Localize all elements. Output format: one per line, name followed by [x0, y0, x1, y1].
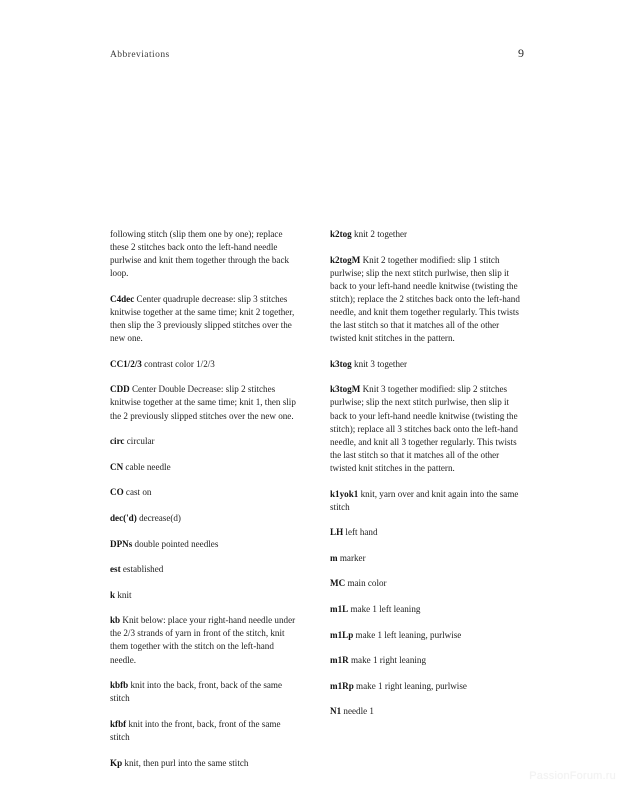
abbreviation-definition: Knit 3 together modified: slip 2 stitches purlwise; slip the next stitch purlwise, then slip it back to your left-hand needle knitwise (twisting the stitch); replace all 3 stitches back onto the left-hand needle, and knit all 3 together regularly. This twists the last stitch so that it matches all of the other twisted knit stitches in the pattern.	[330, 384, 518, 473]
abbreviation-definition: contrast color 1/2/3	[144, 358, 215, 369]
abbreviation-entry	[330, 552, 522, 565]
abbreviation-entry	[330, 629, 522, 642]
abbreviation-term: DPNs	[110, 538, 133, 549]
abbreviation-entry	[110, 538, 302, 551]
abbreviation-definition: make 1 right leaning	[350, 655, 426, 666]
abbreviation-definition: needle 1	[343, 706, 374, 717]
abbreviation-term: k3togM	[330, 384, 361, 395]
abbreviation-term: CO	[110, 487, 124, 498]
abbreviation-term: dec('d)	[110, 512, 137, 523]
running-head-title: Abbreviations	[110, 50, 170, 60]
abbreviation-entry	[330, 526, 522, 539]
abbreviation-entry	[110, 512, 302, 525]
abbreviation-entry	[110, 718, 302, 744]
abbreviation-entry	[330, 383, 522, 475]
abbreviation-definition: knit 3 together	[354, 358, 408, 369]
abbreviation-term: m	[330, 552, 338, 563]
abbreviation-term: k1yok1	[330, 488, 359, 499]
abbreviation-definition: left hand	[345, 527, 378, 538]
abbreviation-term: m1L	[330, 603, 349, 614]
abbreviation-definition: make 1 right leaning, purlwise	[356, 680, 467, 691]
abbreviation-term: CC1/2/3	[110, 358, 142, 369]
abbreviation-term: kbfb	[110, 680, 129, 691]
running-head	[110, 46, 524, 64]
abbreviation-definition: Knit 2 together modified: slip 1 stitch purlwise; slip the next stitch purlwise, then slip it back to your left-hand needle knitwise (twisting the stitch); replace the 2 stitches back onto the left-hand needle, and knit them together regularly. This twists the last stitch so that it matches all of the other twisted knit stitches in the pattern.	[330, 254, 520, 344]
abbreviation-term: N1	[330, 706, 342, 717]
abbreviation-entry	[110, 358, 302, 371]
abbreviation-term: k3tog	[330, 358, 352, 369]
abbreviation-term: LH	[330, 527, 344, 538]
abbreviation-definition: knit into the back, front, back of the same stitch	[110, 680, 283, 704]
watermark: PassionForum.ru	[529, 770, 616, 782]
abbreviation-term: est	[110, 564, 121, 575]
abbreviation-term: CDD	[110, 384, 130, 395]
abbreviation-entry	[330, 254, 522, 346]
abbreviation-term: k2togM	[330, 254, 361, 265]
abbreviation-term: CN	[110, 461, 124, 472]
abbreviation-term: Kp	[110, 757, 123, 768]
abbreviation-entry	[110, 383, 302, 422]
abbreviation-term: kfbf	[110, 718, 127, 729]
abbreviation-entry	[110, 435, 302, 448]
abbreviation-term: k	[110, 589, 116, 600]
abbreviation-definition: established	[122, 564, 164, 575]
abbreviation-entry	[330, 488, 522, 514]
abbreviation-term: circ	[110, 436, 125, 447]
abbreviation-definition: following stitch (slip them one by one); replace these 2 stitches back onto the left-hand needle purlwise and knit them together through the back loop.	[110, 229, 290, 279]
abbreviation-definition: marker	[339, 552, 366, 563]
abbreviation-definition: Knit below: place your right-hand needle under the 2/3 strands of yarn in front of the stitch, knit them together with the stitch on the left-hand needle.	[110, 615, 296, 665]
abbreviation-definition: knit, yarn over and knit again into the same stitch	[330, 488, 519, 512]
abbreviation-entry	[110, 614, 302, 666]
abbreviation-definition: cast on	[125, 487, 152, 498]
abbreviation-definition: Center quadruple decrease: slip 3 stitches knitwise together at the same time; knit 2 together, then slip the 3 previously slipped stitches over the new one.	[110, 293, 295, 344]
abbreviation-entry	[330, 358, 522, 371]
abbreviation-term: k2tog	[330, 229, 352, 239]
abbreviation-entry	[110, 228, 302, 280]
abbreviation-definition: knit	[117, 589, 132, 600]
abbreviation-entry	[110, 589, 302, 602]
abbreviation-definition: make 1 left leaning	[350, 603, 421, 614]
abbreviation-definition: make 1 left leaning, purlwise	[355, 629, 462, 640]
left-column	[110, 228, 302, 770]
abbreviation-entry	[330, 577, 522, 590]
abbreviation-definition: knit into the front, back, front of the same stitch	[110, 718, 281, 742]
abbreviation-entry	[110, 293, 302, 345]
page-number: 9	[518, 46, 524, 60]
abbreviation-definition: double pointed needles	[134, 538, 219, 549]
abbreviation-entry	[330, 705, 522, 718]
abbreviation-entry	[110, 486, 302, 499]
abbreviation-entry	[330, 603, 522, 616]
abbreviation-entry	[330, 654, 522, 667]
abbreviation-entry	[110, 757, 302, 770]
abbreviation-definition: main color	[347, 578, 387, 589]
abbreviation-term: kb	[110, 615, 121, 626]
abbreviation-definition: knit, then purl into the same stitch	[124, 757, 249, 768]
abbreviation-term: m1Lp	[330, 629, 354, 640]
abbreviations-columns	[110, 228, 522, 770]
abbreviation-term: MC	[330, 578, 346, 589]
abbreviation-entry	[330, 680, 522, 693]
abbreviation-definition: Center Double Decrease: slip 2 stitches knitwise together at the same time; knit 1, then slip the 2 previously slipped stitches over the new one.	[110, 384, 296, 421]
abbreviation-term: m1Rp	[330, 680, 354, 691]
abbreviation-entry	[110, 461, 302, 474]
abbreviation-definition: circular	[126, 436, 155, 447]
abbreviation-definition: decrease(d)	[139, 512, 181, 523]
abbreviation-term: m1R	[330, 655, 349, 666]
abbreviation-entry	[330, 228, 522, 241]
abbreviation-term: C4dec	[110, 293, 135, 304]
right-column	[330, 228, 522, 770]
abbreviation-entry	[110, 563, 302, 576]
abbreviation-definition: knit 2 together	[354, 229, 408, 239]
abbreviation-entry	[110, 679, 302, 705]
abbreviation-definition: cable needle	[125, 461, 171, 472]
